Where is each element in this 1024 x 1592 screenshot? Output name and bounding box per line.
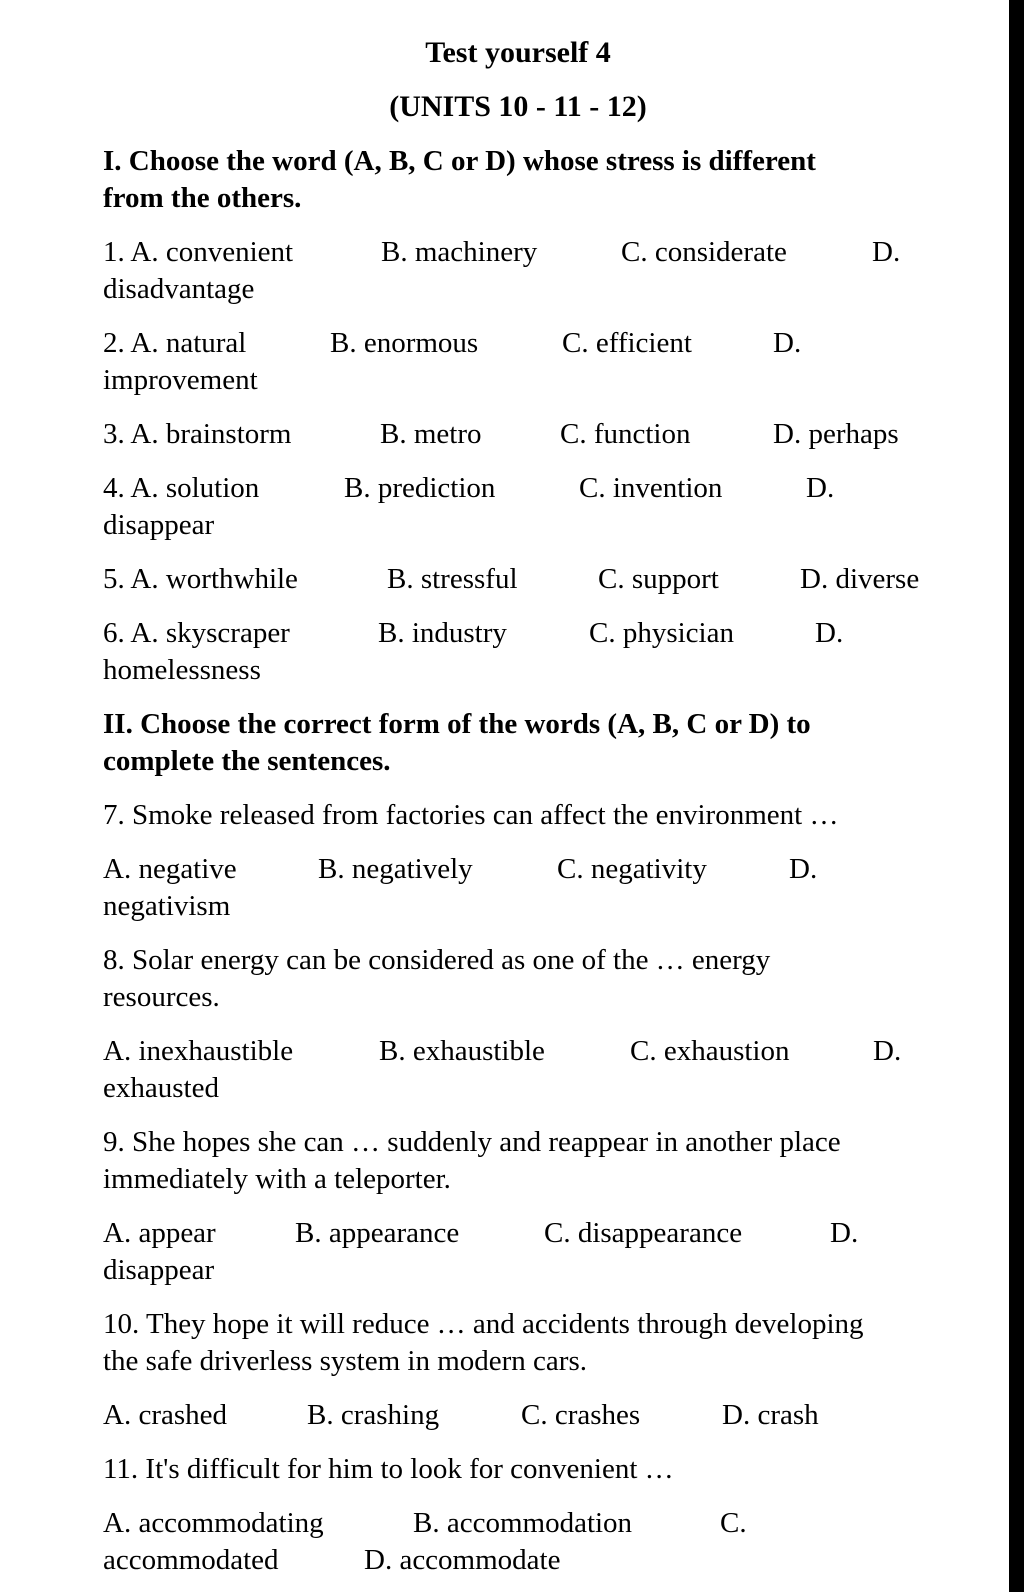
page-subtitle: (UNITS 10 - 11 - 12) bbox=[389, 90, 647, 123]
q2-option-a: 2. A. natural bbox=[103, 327, 247, 359]
q3-option-a: 3. A. brainstorm bbox=[103, 418, 292, 450]
q3-option-c: C. function bbox=[560, 418, 691, 450]
q6-option-d-text: homelessness bbox=[103, 654, 261, 686]
q2-option-c: C. efficient bbox=[562, 327, 692, 359]
q6-option-d: D. bbox=[815, 617, 844, 649]
q11-option-c: C. bbox=[720, 1507, 747, 1539]
q9-option-c: C. disappearance bbox=[544, 1217, 743, 1249]
q2-option-b: B. enormous bbox=[330, 327, 479, 359]
q9-option-d-text: disappear bbox=[103, 1254, 215, 1286]
q10-option-a: A. crashed bbox=[103, 1399, 228, 1431]
q6-option-a: 6. A. skyscraper bbox=[103, 617, 290, 649]
question-8-stem-line1: 8. Solar energy can be considered as one of the … energy bbox=[103, 944, 771, 976]
section1-heading-line1: I. Choose the word (A, B, C or D) whose stress is different bbox=[103, 145, 816, 177]
q1-option-c: C. considerate bbox=[621, 236, 787, 268]
q9-option-b: B. appearance bbox=[295, 1217, 460, 1249]
q8-option-d-text: exhausted bbox=[103, 1072, 219, 1104]
q11-option-a: A. accommodating bbox=[103, 1507, 324, 1539]
q1-option-a: 1. A. convenient bbox=[103, 236, 294, 268]
q4-option-d-text: disappear bbox=[103, 509, 215, 541]
q7-option-b: B. negatively bbox=[318, 853, 473, 885]
q10-option-d: D. crash bbox=[722, 1399, 819, 1431]
q9-option-d: D. bbox=[830, 1217, 859, 1249]
question-7-stem: 7. Smoke released from factories can affect the environment … bbox=[103, 799, 839, 831]
q7-option-c: C. negativity bbox=[557, 853, 707, 885]
q5-option-b: B. stressful bbox=[387, 563, 518, 595]
q5-option-c: C. support bbox=[598, 563, 719, 595]
section2-heading-line2: complete the sentences. bbox=[103, 745, 391, 777]
q7-option-a: A. negative bbox=[103, 853, 237, 885]
q2-option-d: D. bbox=[773, 327, 802, 359]
q6-option-b: B. industry bbox=[378, 617, 507, 649]
question-9-stem-line1: 9. She hopes she can … suddenly and reappear in another place bbox=[103, 1126, 841, 1158]
q3-option-b: B. metro bbox=[380, 418, 482, 450]
question-10-stem-line2: the safe driverless system in modern cars. bbox=[103, 1345, 587, 1377]
q5-option-d: D. diverse bbox=[800, 563, 920, 595]
right-edge-bar bbox=[1009, 0, 1024, 1592]
q2-option-d-text: improvement bbox=[103, 364, 258, 396]
q7-option-d: D. bbox=[789, 853, 818, 885]
q1-option-b: B. machinery bbox=[381, 236, 538, 268]
q6-option-c: C. physician bbox=[589, 617, 734, 649]
q11-option-d: D. accommodate bbox=[364, 1544, 561, 1576]
q5-option-a: 5. A. worthwhile bbox=[103, 563, 298, 595]
question-8-stem-line2: resources. bbox=[103, 981, 220, 1013]
q8-option-b: B. exhaustible bbox=[379, 1035, 545, 1067]
q10-option-b: B. crashing bbox=[307, 1399, 440, 1431]
question-11-stem: 11. It's difficult for him to look for convenient … bbox=[103, 1453, 674, 1485]
q11-option-c-text: accommodated bbox=[103, 1544, 279, 1576]
q4-option-d: D. bbox=[806, 472, 835, 504]
q4-option-a: 4. A. solution bbox=[103, 472, 260, 504]
q8-option-d: D. bbox=[873, 1035, 902, 1067]
q11-option-b: B. accommodation bbox=[413, 1507, 633, 1539]
section1-heading-line2: from the others. bbox=[103, 182, 302, 214]
section2-heading-line1: II. Choose the correct form of the words (A, B, C or D) to bbox=[103, 708, 811, 740]
q7-option-d-text: negativism bbox=[103, 890, 231, 922]
q4-option-c: C. invention bbox=[579, 472, 723, 504]
q4-option-b: B. prediction bbox=[344, 472, 496, 504]
question-10-stem-line1: 10. They hope it will reduce … and accidents through developing bbox=[103, 1308, 864, 1340]
q9-option-a: A. appear bbox=[103, 1217, 216, 1249]
q10-option-c: C. crashes bbox=[521, 1399, 641, 1431]
q3-option-d: D. perhaps bbox=[773, 418, 899, 450]
q8-option-c: C. exhaustion bbox=[630, 1035, 790, 1067]
question-9-stem-line2: immediately with a teleporter. bbox=[103, 1163, 451, 1195]
q8-option-a: A. inexhaustible bbox=[103, 1035, 294, 1067]
q1-option-d: D. bbox=[872, 236, 901, 268]
q1-option-d-text: disadvantage bbox=[103, 273, 255, 305]
page-title: Test yourself 4 bbox=[425, 36, 611, 69]
